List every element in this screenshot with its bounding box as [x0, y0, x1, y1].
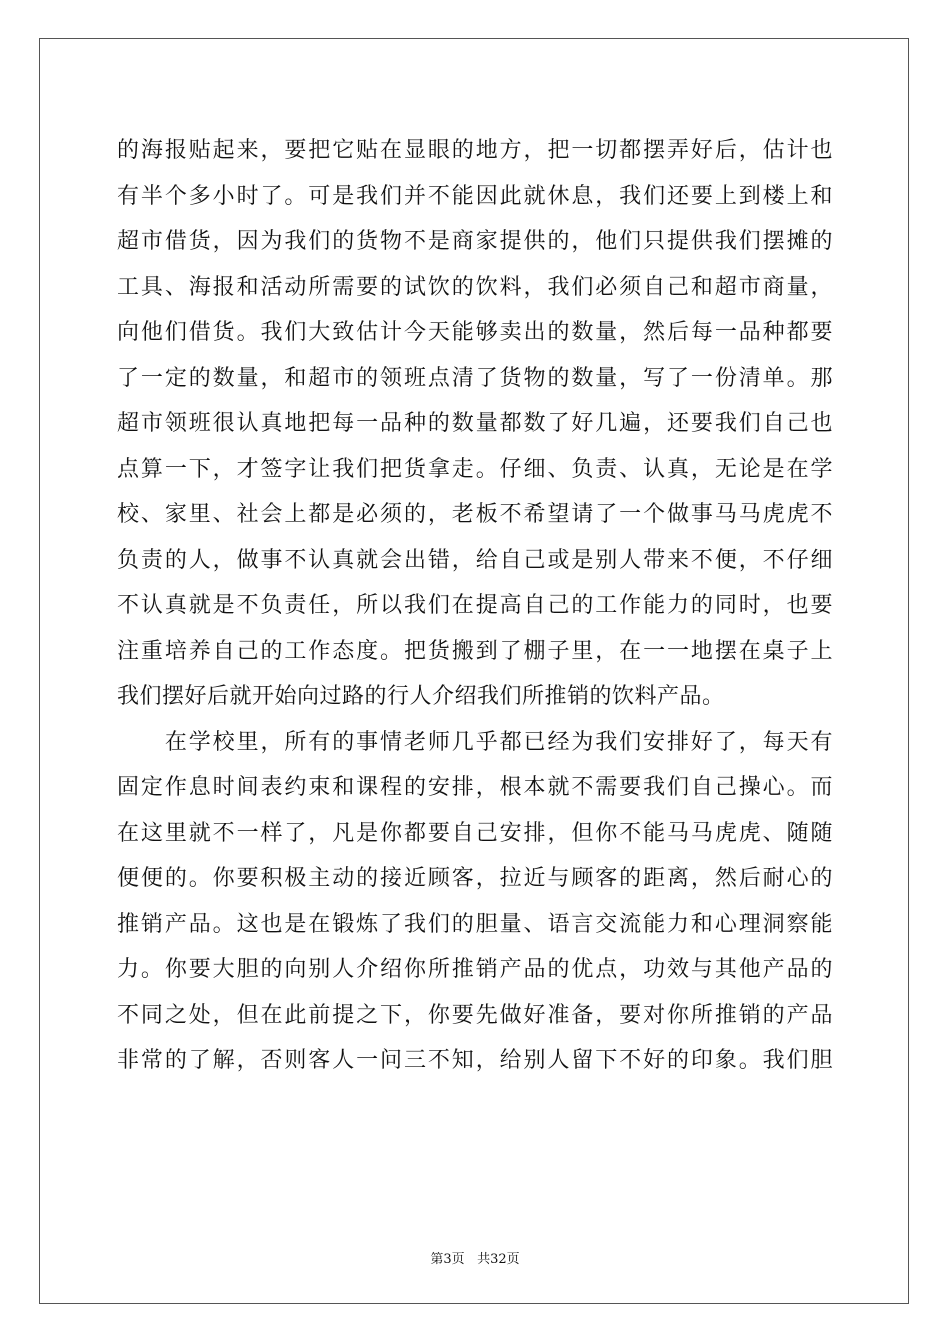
- text-line: 非常的了解，否则客人一问三不知，给别人留下不好的印象。我们胆: [117, 1048, 833, 1073]
- text-line: 超市领班很认真地把每一品种的数量都数了好几遍，还要我们自己也: [117, 411, 833, 436]
- page-number: 第3页: [430, 1252, 465, 1267]
- text-line: 力。你要大胆的向别人介绍你所推销产品的优点，功效与其他产品的: [117, 957, 833, 982]
- paragraph-start-line: 在学校里，所有的事情老师几乎都已经为我们安排好了，每天有: [117, 729, 833, 755]
- text-line: 有半个多小时了。可是我们并不能因此就休息，我们还要上到楼上和: [117, 183, 833, 209]
- text-line: 向他们借货。我们大致估计今天能够卖出的数量，然后每一品种都要: [117, 320, 833, 345]
- text-line: 点算一下，才签字让我们把货拿走。仔细、负责、认真，无论是在学: [117, 456, 833, 482]
- document-body: [117, 128, 833, 1084]
- text-line: 注重培养自己的工作态度。把货搬到了棚子里，在一一地摆在桌子上: [117, 638, 833, 664]
- text-line: 不认真就是不负责任，所以我们在提高自己的工作能力的同时，也要: [117, 593, 833, 618]
- page-footer: [0, 1248, 950, 1267]
- text-line: 的海报贴起来，要把它贴在显眼的地方，把一切都摆弄好后，估计也: [117, 138, 833, 163]
- text-line: 校、家里、社会上都是必须的，老板不希望请了一个做事马马虎虎不: [117, 502, 833, 527]
- text-line: 固定作息时间表约束和课程的安排，根本就不需要我们自己操心。而: [117, 775, 833, 800]
- text-line: 在这里就不一样了，凡是你都要自己安排，但你不能马马虎虎、随随: [117, 820, 833, 846]
- text-line: 工具、海报和活动所需要的试饮的饮料，我们必须自己和超市商量，: [117, 274, 833, 300]
- text-line: 负责的人，做事不认真就会出错，给自己或是别人带来不便，不仔细: [117, 547, 833, 573]
- text-line: 了一定的数量，和超市的领班点清了货物的数量，写了一份清单。那: [117, 365, 833, 391]
- footer-separator: [465, 1252, 477, 1267]
- text-line: 便便的。你要积极主动的接近顾客，拉近与顾客的距离，然后耐心的: [117, 866, 833, 891]
- text-line: 不同之处，但在此前提之下，你要先做好准备，要对你所推销的产品: [117, 1002, 833, 1028]
- text-line: 超市借货，因为我们的货物不是商家提供的，他们只提供我们摆摊的: [117, 229, 833, 254]
- total-pages: 共32页: [477, 1252, 520, 1267]
- paragraph-end-line: 我们摆好后就开始向过路的行人介绍我们所推销的饮料产品。: [117, 684, 725, 709]
- text-line: 推销产品。这也是在锻炼了我们的胆量、语言交流能力和心理洞察能: [117, 911, 833, 937]
